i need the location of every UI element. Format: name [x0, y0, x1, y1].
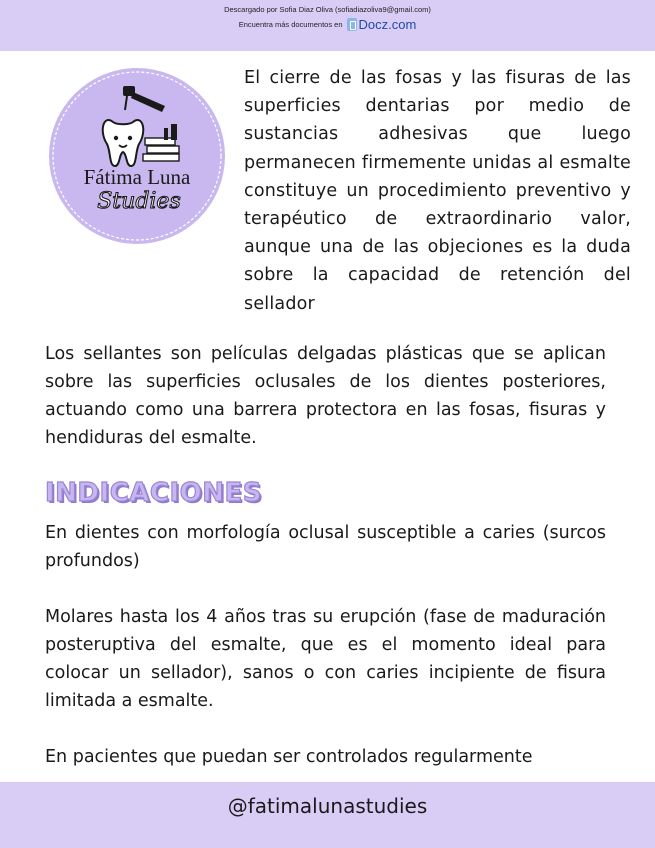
fatima-luna-logo — [43, 62, 231, 250]
definition-paragraph: Los sellantes son películas delgadas plásticas que se aplican sobre las superficies oclusales de los dientes posteriores, actuando como una barrera protectora en las fosas, fisuras y hendiduras del esmalte. — [45, 344, 606, 448]
indication-item: En dientes con morfología oclusal susceptible a caries (surcos profundos) — [45, 523, 606, 571]
logo-title: Fátima Luna — [83, 165, 191, 189]
download-source-text: Encuentra más documentos en — [238, 20, 343, 29]
indicaciones-heading: INDICACIONES — [45, 478, 262, 508]
docz-brand: Docz.com — [358, 17, 417, 32]
download-source — [0, 17, 655, 32]
indication-item: En pacientes que puedan ser controlados regularmente — [45, 747, 533, 767]
docz-link[interactable] — [347, 17, 417, 32]
social-handle: @fatimalunastudies — [227, 794, 428, 818]
logo-subtitle: Studies — [97, 189, 181, 214]
logo-graphic — [43, 62, 231, 250]
docz-logo-icon — [347, 18, 357, 31]
intro-paragraph: El cierre de las fosas y las fisuras de las superficies dentarias por medio de sustancias adhesivas que luego permanecen firmemente unidas al esmalte constituye un procedimiento preventivo y terapéutico de extraordinario valor, aunque una de las objeciones es la duda sobre la capacidad de retención del sellador — [244, 68, 631, 314]
download-notice: Descargado por Sofia Diaz Oliva (sofiadiazoliva9@gmail.com) — [224, 5, 431, 14]
indication-item: Molares hasta los 4 años tras su erupción (fase de maduración posteruptiva del esmalte, que es el momento ideal para colocar un sellador), sanos o con caries incipiente de fisura limitada a esmalte. — [45, 607, 606, 711]
